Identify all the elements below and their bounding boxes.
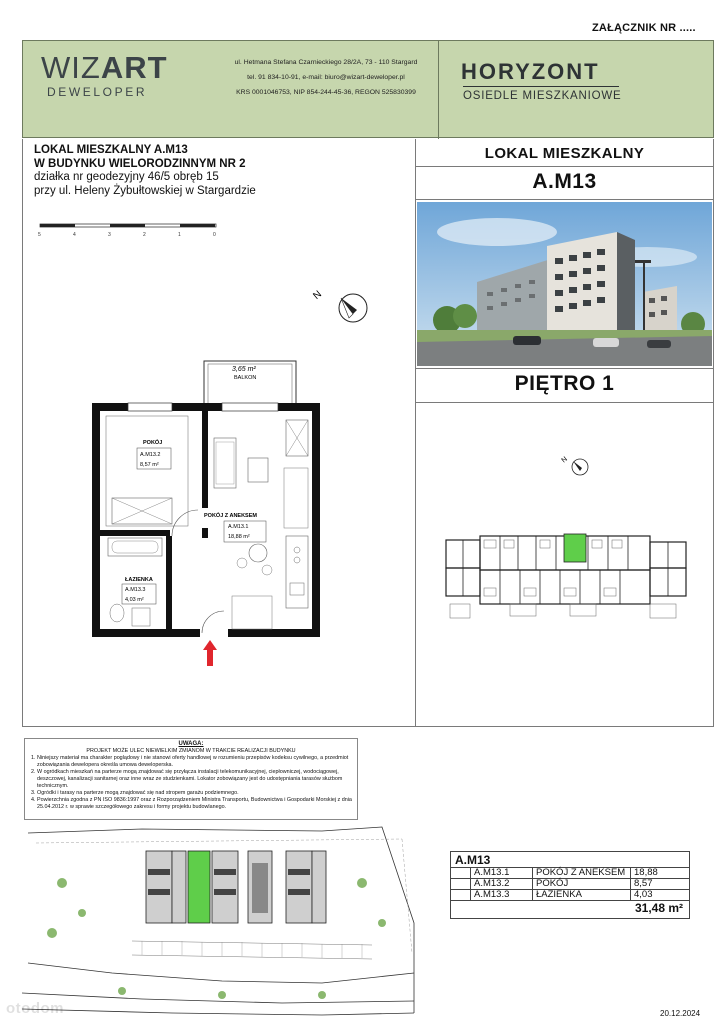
room-code: A.M13.1 (228, 524, 249, 530)
divider (415, 199, 714, 200)
scale-tick: 2 (143, 232, 146, 238)
row-code: A.M13.2 (471, 879, 533, 890)
note-item: 4. Powierzchnia zgodna z PN ISO 9836:1997 oraz z Rozporządzeniem Ministra Transportu, Budownictwa i Gospodarki Morskiej z dnia 25.04.2012 r. w sprawie szczegółowego zakresu i formy projektu budowlanego. (37, 797, 353, 811)
table-row (451, 868, 690, 879)
balcony-label: BALKON (234, 375, 257, 381)
note-item: 3. Ogródki i tarasy na parterze mogą znajdować się nad stropem garażu podziemnego. (37, 790, 353, 797)
unit-title-line2: W BUDYNKU WIELORODZINNYM NR 2 (34, 158, 246, 170)
balcony-area: 3,65 m² (232, 366, 256, 373)
scale-tick: 3 (108, 232, 111, 238)
row-area: 4,03 (631, 890, 690, 901)
row-area: 18,88 (631, 868, 690, 879)
notes-subheading: PROJEKT MOŻE ULEC NIEWIELKIM ZMIANOM W TRAKCIE REALIZACJI BUDYNKU (86, 748, 296, 754)
logo-part2: ART (100, 50, 168, 85)
attachment-label: ZAŁĄCZNIK NR ..... (592, 22, 696, 34)
notes-heading: UWAGA: (178, 741, 204, 747)
table-row (451, 890, 690, 901)
plot-line: działka nr geodezyjny 46/5 obręb 15 (34, 171, 219, 183)
area-table-body (450, 867, 690, 901)
logo-part1: WIZ (41, 50, 101, 85)
watermark: otodom (6, 1000, 64, 1017)
floor-plan (92, 358, 322, 668)
divider (415, 166, 714, 167)
row-name: POKÓJ Z ANEKSEM (533, 868, 631, 879)
developer-contact (219, 55, 433, 100)
floor-label: PIĘTRO 1 (514, 372, 615, 395)
header-band (22, 40, 714, 138)
room-name: ŁAZIENKA (125, 577, 153, 583)
scale-tick: 5 (38, 232, 41, 238)
note-item: 2. W ogródkach mieszkań na parterze mogą znajdować się przyłącza instalacji telekomunikacyjnej, ciepłowniczej, wodociągowej, deszczowej, kanalizacji sanitarnej oraz inne wraz ze studzienkami. Lokator zobowiązany jest do udostępniania tarasów służbom technicznym. (37, 769, 353, 790)
room-name: POKÓJ (143, 440, 163, 446)
room-code: A.M13.2 (140, 452, 161, 458)
project-name: HORYZONT (461, 59, 600, 84)
north-arrow-small-icon (556, 450, 596, 480)
unit-type-label: LOKAL MIESZKALNY (484, 145, 645, 162)
scale-tick: 1 (178, 232, 181, 238)
developer-logo-sub: DEWELOPER (47, 85, 148, 99)
note-item: 1. Niniejszy materiał ma charakter poglądowy i nie stanowi oferty handlowej w rozumieniu przepisów kodeksu cywilnego, a przedmiot zobowiązania dewelopera określa umowa deweloperska. (37, 755, 353, 769)
unit-title-line1: LOKAL MIESZKALNY A.M13 (34, 144, 188, 156)
notes-box (24, 738, 358, 820)
room-name: POKÓJ Z ANEKSEM (204, 513, 257, 519)
entrance-arrow-icon (203, 640, 217, 666)
room-area: 8,57 m² (140, 462, 159, 468)
area-table-unit: A.M13 (450, 851, 690, 868)
divider (415, 368, 714, 369)
room-area: 18,88 m² (228, 534, 250, 540)
project-subtitle: OSIEDLE MIESZKANIOWE (463, 90, 622, 102)
address-line: ul. Hetmana Stefana Czarnieckiego 28/2A, 73 - 110 Stargard (234, 59, 418, 66)
building-render (417, 202, 712, 366)
row-name: ŁAZIENKA (533, 890, 631, 901)
project-underline (463, 86, 619, 87)
highlighted-unit (564, 534, 586, 562)
north-label: N (560, 455, 569, 465)
row-code: A.M13.1 (471, 868, 533, 879)
scale-tick: 4 (73, 232, 76, 238)
floor-key-plan (440, 528, 692, 622)
north-arrow-icon (305, 280, 375, 330)
scale-bar (36, 220, 226, 242)
contact-line: tel. 91 834-10-91, e-mail: biuro@wizart-deweloper.pl (247, 74, 405, 81)
room-area: 4,03 m² (125, 597, 144, 603)
room-code: A.M13.3 (125, 587, 146, 593)
area-total: 31,48 m² (450, 901, 690, 919)
site-plan (22, 823, 416, 1018)
registry-line: KRS 0001046753, NIP 854-244-45-36, REGON 525830399 (236, 89, 416, 96)
scale-tick: 0 (213, 232, 216, 238)
row-code: A.M13.3 (471, 890, 533, 901)
row-name: POKÓJ (533, 879, 631, 890)
unit-code: A.M13 (532, 170, 597, 193)
unit-location (34, 171, 256, 198)
table-row (451, 879, 690, 890)
document-date: 20.12.2024 (660, 1009, 701, 1018)
street-line: przy ul. Heleny Żybułtowskiej w Stargardzie (34, 184, 256, 197)
unit-title (34, 143, 245, 171)
developer-logo (41, 50, 168, 85)
area-table (450, 851, 690, 919)
row-area: 8,57 (631, 879, 690, 890)
highlighted-building (188, 851, 210, 923)
divider (415, 402, 714, 403)
north-label: N (311, 288, 324, 302)
header-divider (438, 41, 439, 139)
